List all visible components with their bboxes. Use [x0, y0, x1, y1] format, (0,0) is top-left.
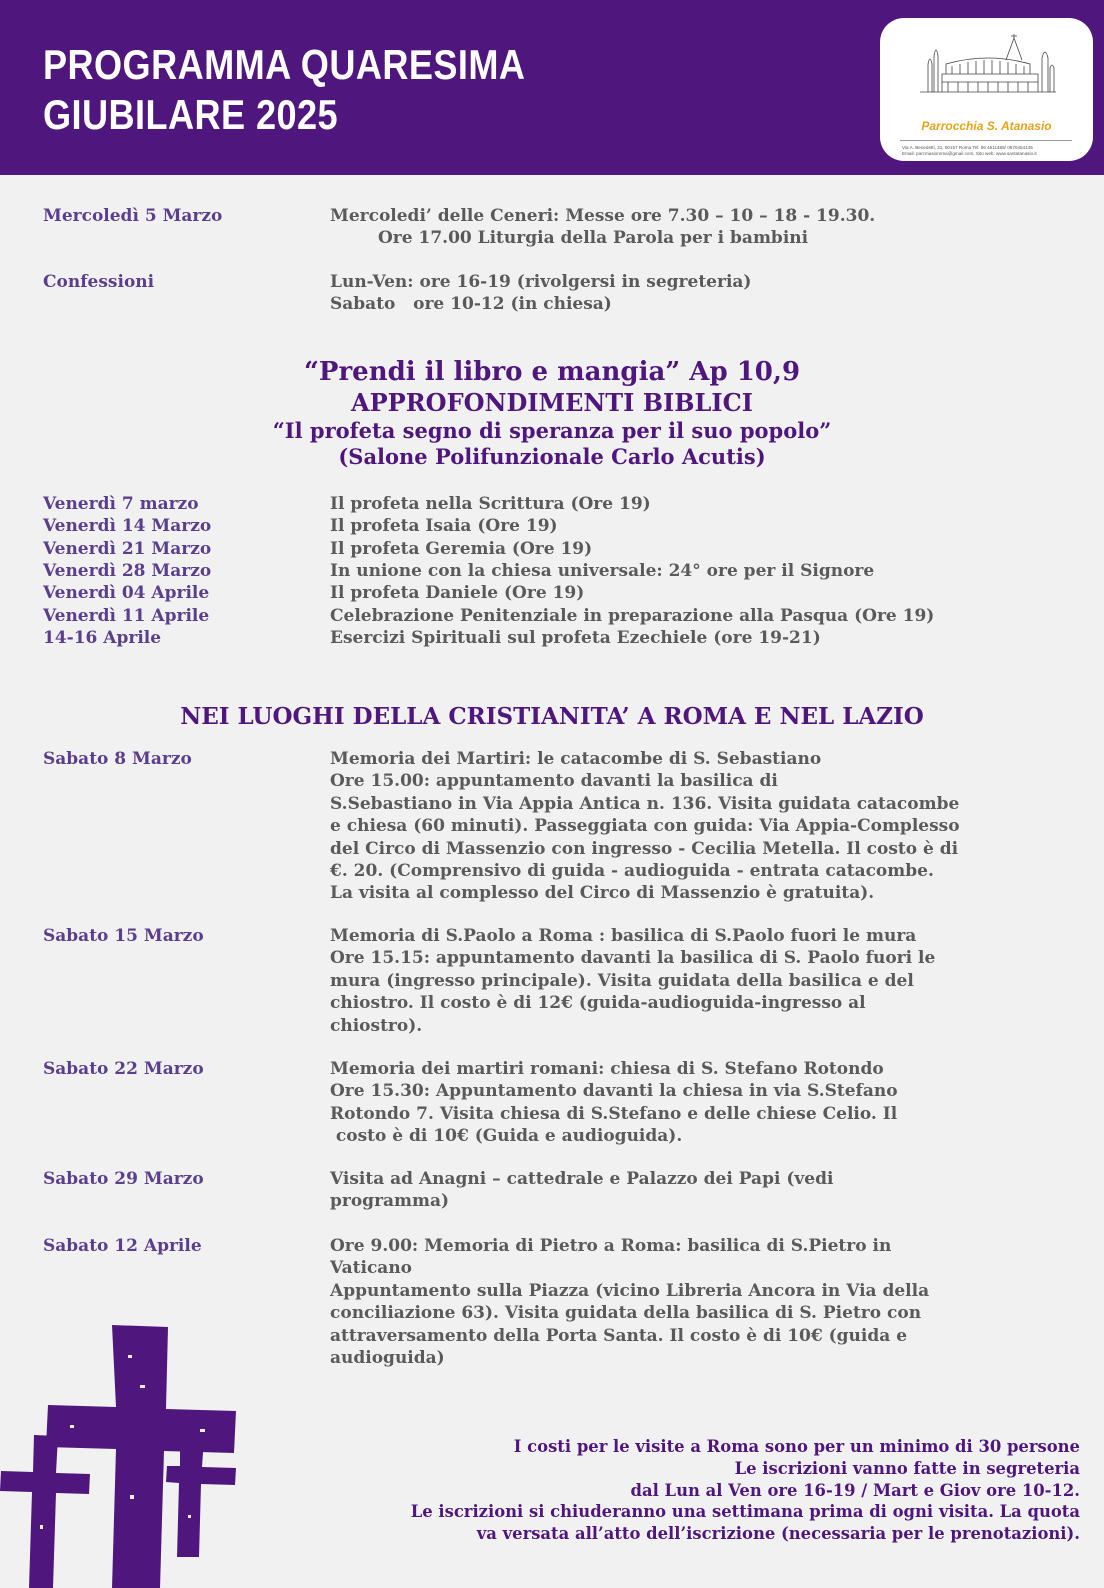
schedule-text: Celebrazione Penitenziale in preparazione alla Pasqua (Ore 19) — [330, 605, 935, 626]
schedule-date: Venerdì 21 Marzo — [43, 538, 212, 559]
schedule-text: Il profeta nella Scrittura (Ore 19) — [330, 494, 651, 514]
page-title — [43, 40, 525, 140]
visit-line: Memoria dei martiri romani: chiesa di S. Stefano Rotondo — [330, 1059, 884, 1079]
visit-line: conciliazione 63). Visita guidata della basilica di S. Pietro con — [330, 1303, 922, 1324]
visit-line: Appuntamento sulla Piazza (vicino Libreria Ancora in Via della — [330, 1280, 930, 1301]
logo-divider — [900, 140, 1072, 141]
visit-line: La visita al complesso del Circo di Massenzio è gratuita). — [330, 883, 875, 904]
schedule-date: Venerdì 14 Marzo — [43, 516, 212, 537]
schedule-text: Il profeta Daniele (Ore 19) — [330, 583, 585, 604]
schedule-text: In unione con la chiesa universale: 24° ore per il Signore — [330, 560, 875, 581]
header-banner — [0, 0, 1104, 175]
confessions-label: Confessioni — [43, 272, 155, 292]
parish-name: Parrocchia S. Atanasio — [921, 119, 1052, 133]
visit-description — [330, 1235, 1100, 1369]
ash-wednesday-date: Mercoledì 5 Marzo — [43, 206, 223, 226]
crosses-icon — [0, 1325, 250, 1588]
visit-line: costo è di 10€ (Guida e audioguida). — [330, 1126, 683, 1147]
ash-wednesday-text — [330, 205, 1100, 250]
parish-address-line-2: Email: parcmasioroma@gmail.com, Sito web: www.santatanasio.it — [902, 151, 1037, 156]
footer-line: I costi per le visite a Roma sono per un minimo di 30 persone — [513, 1437, 1080, 1456]
schedule-date: Venerdì 04 Aprile — [43, 583, 210, 604]
visit-description — [330, 1168, 1100, 1213]
parish-logo — [880, 18, 1093, 161]
confessions-line-2: Sabato ore 10-12 (in chiesa) — [330, 294, 612, 315]
schedule-date: 14-16 Aprile — [43, 627, 162, 648]
places-section-title: NEI LUOGHI DELLA CRISTIANITA’ A ROMA E NEL LAZIO — [180, 703, 924, 730]
visit-line: e chiesa (60 minuti). Passeggiata con guida: Via Appia-Complesso — [330, 816, 960, 837]
footer-line: Le iscrizioni vanno fatte in segreteria — [734, 1458, 1080, 1478]
footer-line: dal Lun al Ven ore 16-19 / Mart e Giov ore 10-12. — [630, 1480, 1080, 1500]
visit-line: del Circo di Massenzio con ingresso - Cecilia Metella. Il costo è di — [330, 838, 959, 859]
footer-line: Le iscrizioni si chiuderanno una settimana prima di ogni visita. La quota — [410, 1502, 1080, 1522]
page-title-line-2: GIUBILARE 2025 — [43, 91, 339, 138]
visit-line: programma) — [330, 1191, 450, 1212]
visit-line: Ore 15.00: appuntamento davanti la basilica di — [330, 771, 778, 792]
parish-address-line-1: Via A. Benedetti, 31, 00157 Roma Tel: 06 4511488/ 0670454145 — [902, 145, 1033, 150]
schedule-text: Il profeta Geremia (Ore 19) — [330, 538, 593, 559]
visit-line: Memoria dei Martiri: le catacombe di S. Sebastiano — [330, 749, 822, 769]
visit-date: Sabato 8 Marzo — [43, 749, 192, 769]
footer-notes — [260, 1436, 1080, 1545]
schedule-date: Venerdì 7 marzo — [43, 494, 199, 514]
visit-date: Sabato 29 Marzo — [43, 1169, 204, 1189]
visit-line: Ore 9.00: Memoria di Pietro a Roma: basilica di S.Pietro in — [330, 1236, 892, 1256]
church-sketch-icon — [918, 34, 1058, 96]
visit-line: S.Sebastiano in Via Appia Antica n. 136. Visita guidata catacombe — [330, 793, 960, 814]
ash-wednesday-line-1: Mercoledi’ delle Ceneri: Messe ore 7.30 – 10 – 18 - 19.30. — [330, 206, 876, 226]
biblical-place: (Salone Polifunzionale Carlo Acutis) — [338, 444, 766, 469]
visit-line: chiostro). — [330, 1015, 423, 1036]
visit-line: Memoria di S.Paolo a Roma : basilica di S.Paolo fuori le mura — [330, 926, 917, 946]
visit-description — [330, 748, 1100, 905]
visit-line: Ore 15.15: appuntamento davanti la basilica di S. Paolo fuori le — [330, 948, 936, 969]
biblical-theme: “Il profeta segno di speranza per il suo popolo” — [272, 418, 832, 443]
biblical-title: “Prendi il libro e mangia” Ap 10,9 — [303, 357, 801, 387]
visit-line: Ore 15.30: Appuntamento davanti la chiesa in via S.Stefano — [330, 1081, 898, 1102]
visit-date: Sabato 12 Aprile — [43, 1236, 202, 1256]
visit-line: €. 20. (Comprensivo di guida - audioguida - entrata catacombe. — [330, 861, 934, 882]
visit-line: chiostro. Il costo è di 12€ (guida-audioguida-ingresso al — [330, 993, 866, 1014]
confessions-text — [330, 271, 1100, 316]
visit-line: attraversamento della Porta Santa. Il costo è di 10€ (guida e — [330, 1325, 908, 1346]
biblical-subtitle: APPROFONDIMENTI BIBLICI — [351, 388, 753, 417]
schedule-date: Venerdì 28 Marzo — [43, 560, 212, 581]
schedule-text: Il profeta Isaia (Ore 19) — [330, 516, 558, 537]
visit-line: mura (ingresso principale). Visita guidata della basilica e del — [330, 970, 914, 991]
biblical-heading — [0, 356, 1104, 470]
visit-date: Sabato 15 Marzo — [43, 926, 204, 946]
parish-address — [902, 145, 1082, 157]
visit-line: Rotondo 7. Visita chiesa di S.Stefano e delle chiese Celio. Il — [330, 1103, 898, 1124]
confessions-line-1: Lun-Ven: ore 16-19 (rivolgersi in segreteria) — [330, 272, 752, 292]
ash-wednesday-line-2: Ore 17.00 Liturgia della Parola per i bambini — [378, 228, 809, 249]
footer-line: va versata all’atto dell’iscrizione (necessaria per le prenotazioni). — [476, 1524, 1080, 1544]
visit-line: Vaticano — [330, 1258, 413, 1279]
page-title-line-1: PROGRAMMA QUARESIMA — [43, 41, 526, 88]
visit-date: Sabato 22 Marzo — [43, 1059, 204, 1079]
schedule-date: Venerdì 11 Aprile — [43, 605, 210, 626]
visit-description — [330, 1058, 1100, 1148]
visit-line: Visita ad Anagni – cattedrale e Palazzo dei Papi (vedi — [330, 1169, 834, 1189]
visit-line: audioguida) — [330, 1348, 445, 1369]
visit-description — [330, 925, 1100, 1037]
schedule-text: Esercizi Spirituali sul profeta Ezechiele (ore 19-21) — [330, 627, 821, 648]
